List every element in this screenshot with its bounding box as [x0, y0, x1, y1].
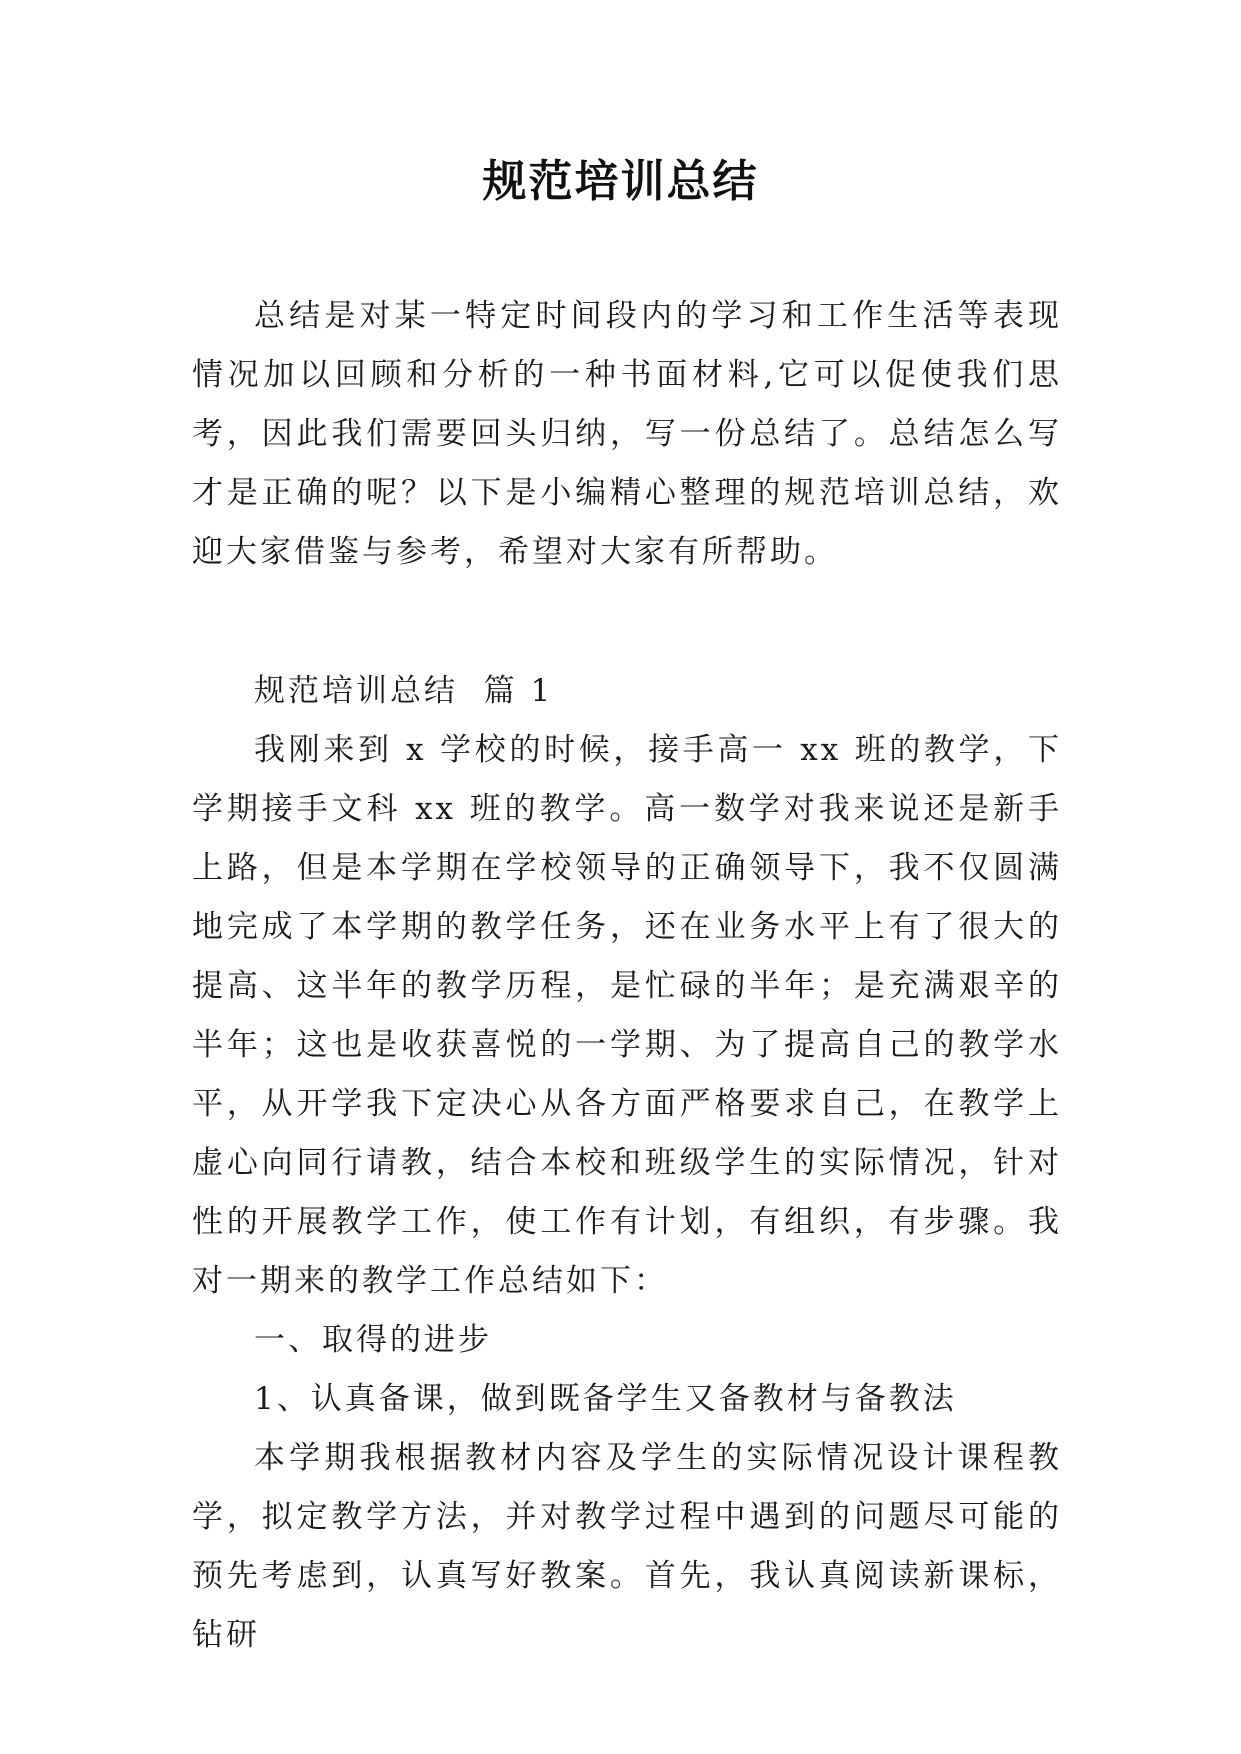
intro-paragraph: 总结是对某一特定时间段内的学习和工作生活等表现情况加以回顾和分析的一种书面材料,它可以促使我们思考，因此我们需要回头归纳，写一份总结了。总结怎么写才是正确的呢？以下是小编精心整理的规范培训总结，欢迎大家借鉴与参考，希望对大家有所帮助。 [192, 298, 1062, 570]
subheading-lesson-prep: 1、认真备课，做到既备学生又备教材与备教法 [254, 1381, 957, 1417]
document-body [192, 287, 1062, 1665]
document-title: 规范培训总结 [482, 156, 759, 207]
body-paragraph-2: 本学期我根据教材内容及学生的实际情况设计课程教学，拟定教学方法，并对教学过程中遇到的问题尽可能的预先考虑到，认真写好教案。首先，我认真阅读新课标，钻研 [192, 1440, 1062, 1653]
subheading-progress: 一、取得的进步 [254, 1322, 492, 1358]
body-paragraph-1: 我刚来到 x 学校的时候，接手高一 xx 班的教学，下学期接手文科 xx 班的教学。高一数学对我来说还是新手上路，但是本学期在学校领导的正确领导下，我不仅圆满地完成了本学期的教学任务，还在业务水平上有了很大的提高、这半年的教学历程，是忙碌的半年；是充满艰辛的半年；这也是收获喜悦的一学期、为了提高自己的教学水平，从开学我下定决心从各方面严格要求自己，在教学上虚心向同行请教，结合本校和班级学生的实际情况，针对性的开展教学工作，使工作有计划，有组织，有步骤。我对一期来的教学工作总结如下： [192, 732, 1062, 1299]
section-heading: 规范培训总结 篇 1 [254, 673, 554, 709]
paragraph-gap [192, 582, 1062, 662]
